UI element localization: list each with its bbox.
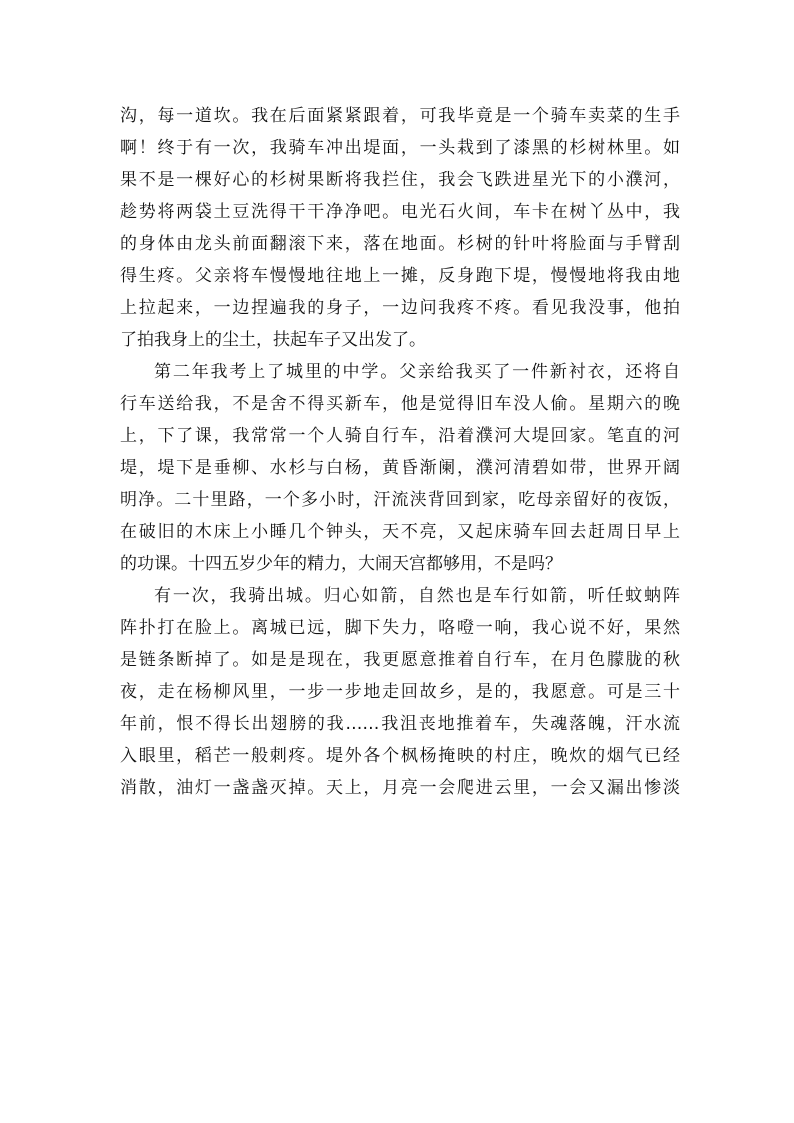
- text-line: 在破旧的木床上小睡几个钟头，天不亮，又起床骑车回去赶周日早上: [120, 522, 680, 542]
- text-line: 上拉起来，一边捏遍我的身子，一边问我疼不疼。看见我没事，他拍: [120, 298, 680, 318]
- text-line: 行车送给我，不是舍不得买新车，他是觉得旧车没人偷。星期六的晚: [120, 394, 680, 414]
- text-line: 的功课。十四五岁少年的精力，大闹天宫都够用，不是吗？: [120, 554, 562, 574]
- text-line: 果不是一棵好心的杉树果断将我拦住，我会飞跌进星光下的小濮河，: [120, 170, 680, 190]
- text-line: 有一次，我骑出城。归心如箭，自然也是车行如箭，听任蚊蚋阵: [154, 586, 680, 606]
- text-line: 年前，恨不得长出翅膀的我……我沮丧地推着车，失魂落魄，汗水流: [120, 714, 680, 734]
- document-body: [120, 100, 680, 804]
- text-line: 趁势将两袋土豆洗得干干净净吧。电光石火间，车卡在树丫丛中，我: [120, 202, 680, 222]
- text-line: 的身体由龙头前面翻滚下来，落在地面。杉树的针叶将脸面与手臂刮: [120, 234, 680, 254]
- text-line: 夜，走在杨柳风里，一步一步地走回故乡，是的，我愿意。可是三十: [120, 682, 680, 702]
- text-line: 第二年我考上了城里的中学。父亲给我买了一件新衬衣，还将自: [154, 362, 680, 382]
- text-line: 阵扑打在脸上。离城已远，脚下失力，咯噔一响，我心说不好，果然: [120, 618, 680, 638]
- text-line: 入眼里，稻芒一般刺疼。堤外各个枫杨掩映的村庄，晚炊的烟气已经: [120, 746, 680, 766]
- text-line: 是链条断掉了。如是是现在，我更愿意推着自行车，在月色朦胧的秋: [120, 650, 680, 670]
- text-line: 了拍我身上的尘土，扶起车子又出发了。: [120, 330, 426, 350]
- text-line: 上，下了课，我常常一个人骑自行车，沿着濮河大堤回家。笔直的河: [120, 426, 680, 446]
- text-line: 明净。二十里路，一个多小时，汗流浃背回到家，吃母亲留好的夜饭，: [120, 490, 680, 510]
- text-line: 得生疼。父亲将车慢慢地往地上一摊，反身跑下堤，慢慢地将我由地: [120, 266, 680, 286]
- text-line: 消散，油灯一盏盏灭掉。天上，月亮一会爬进云里，一会又漏出惨淡: [120, 778, 680, 798]
- text-line: 啊！终于有一次，我骑车冲出堤面，一头栽到了漆黑的杉树林里。如: [120, 138, 680, 158]
- text-line: 堤，堤下是垂柳、水杉与白杨，黄昏渐阑，濮河清碧如带，世界开阔: [120, 458, 680, 478]
- text-line: 沟，每一道坎。我在后面紧紧跟着，可我毕竟是一个骑车卖菜的生手: [120, 106, 680, 126]
